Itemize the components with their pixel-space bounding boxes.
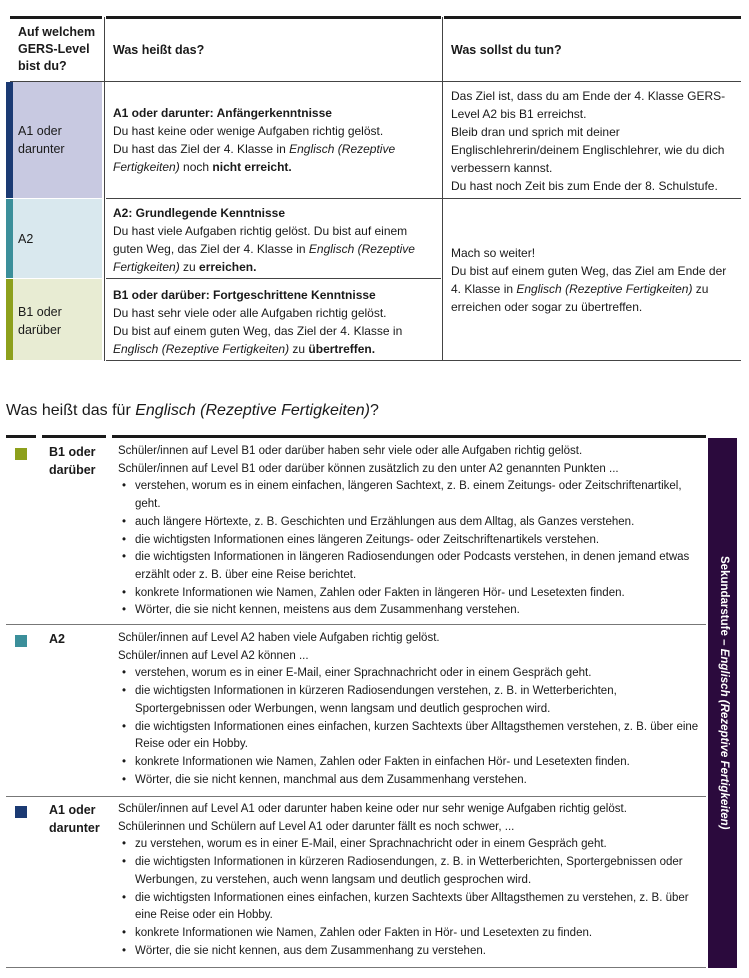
list-item: • Wörter, die sie nicht kennen, manchmal aus dem Zusammenhang verstehen. [118, 772, 703, 790]
meaning-a1-line1: Du hast keine oder wenige Aufgaben richtig gelöst. [113, 124, 384, 138]
list-item: • die wichtigsten Informationen eines einfachen, kurzen Sachtexts über Alltagsthemen zu verstehen, z. B. über eine Reise oder ein Hobby. [118, 890, 703, 925]
detail-a1-intro1: Schüler/innen auf Level A1 oder darunter haben keine oder nur sehr wenige Aufgaben richtig gelöst. [118, 803, 627, 815]
list-item: • konkrete Informationen wie Namen, Zahlen oder Fakten in einfachen Hör- und Lesetexten finden. [118, 754, 703, 772]
detail-a2-intro1: Schüler/innen auf Level A2 haben viele Aufgaben richtig gelöst. [118, 632, 440, 644]
meaning-b1-line1: Du hast sehr viele oder alle Aufgaben richtig gelöst. [113, 306, 387, 320]
detail-b1-list [118, 478, 703, 620]
list-item: • verstehen, worum es in einer E-Mail, einer Sprachnachricht oder in einem Gespräch geht. [118, 665, 703, 683]
list-item: • konkrete Informationen wie Namen, Zahlen oder Fakten in längeren Hör- und Lesetexten finden. [118, 585, 703, 603]
todo-a1-p3: Du hast noch Zeit bis zum Ende der 8. Schulstufe. [451, 179, 718, 193]
detail-level-b1: B1 oder darüber [49, 445, 96, 477]
todo-a1-p1: Das Ziel ist, dass du am Ende der 4. Klasse GERS-Level A2 bis B1 erreichst. [451, 89, 726, 121]
detail-b1-intro1: Schüler/innen auf Level B1 oder darüber haben sehr viele oder alle Aufgaben richtig gelöst. [118, 445, 583, 457]
level-label-b1: B1 oder darüber [18, 305, 62, 337]
todo-a2-b1-p1: Mach so weiter! [451, 246, 536, 260]
todo-a2-b1 [451, 244, 738, 316]
level-bar-a1 [6, 82, 13, 198]
list-item: • die wichtigsten Informationen eines einfachen, kurzen Sachtexts über Alltagsthemen verstehen, z. B. über eine Reise oder ein Hobby. [118, 719, 703, 754]
list-item: • die wichtigsten Informationen in kürzeren Radiosendungen, z. B. in Wetterberichten, Sportergebnissen oder Werbungen, zu verstehen, auch wenn langsam und deutlich gesprochen wird. [118, 854, 703, 889]
todo-a1 [451, 87, 738, 195]
detail-level-a1: A1 oder darunter [49, 803, 100, 835]
meaning-a2 [113, 204, 438, 276]
detail-text-a2 [118, 630, 703, 789]
meaning-b1-title: B1 oder darüber: Fortgeschrittene Kenntnisse [113, 288, 376, 302]
list-item: • Wörter, die sie nicht kennen, aus dem Zusammenhang zu verstehen. [118, 943, 703, 961]
list-item: • die wichtigsten Informationen in längeren Radiosendungen oder Podcasts verstehen, in denen jemand etwas erzählt oder z. B. über eine Reise berichtet. [118, 549, 703, 584]
header-meaning: Was heißt das? [113, 43, 205, 57]
detail-text-a1 [118, 801, 703, 960]
meaning-b1-line2: Du bist auf einem guten Weg, das Ziel der 4. Klasse in Englisch (Rezeptive Fertigkeiten) zu übertreffen. [113, 324, 403, 356]
detail-b1-intro2: Schüler/innen auf Level B1 oder darüber können zusätzlich zu den unter A2 genannten Punkten ... [118, 462, 619, 475]
detail-a2-list [118, 665, 703, 789]
list-item: • zu verstehen, worum es in einer E-Mail, einer Sprachnachricht oder in einem Gespräch geht. [118, 836, 703, 854]
meaning-a1 [113, 104, 438, 176]
meaning-a1-line2: Du hast das Ziel der 4. Klasse in Englisch (Rezeptive Fertigkeiten) noch nicht erreicht. [113, 142, 396, 174]
meaning-a2-title: A2: Grundlegende Kenntnisse [113, 206, 286, 220]
square-a2-icon [15, 635, 27, 647]
level-label-a2: A2 [18, 232, 34, 246]
detail-a1-list [118, 836, 703, 960]
meaning-a1-title: A1 oder darunter: Anfängerkenntnisse [113, 106, 332, 120]
detail-a2-intro2: Schüler/innen auf Level A2 können ... [118, 649, 309, 662]
detail-level-a2: A2 [49, 632, 65, 646]
detail-text-b1 [118, 443, 703, 620]
detail-a1-intro2: Schülerinnen und Schülern auf Level A1 oder darunter fällt es noch schwer, ... [118, 820, 515, 833]
square-a1-icon [15, 806, 27, 818]
todo-a1-p2: Bleib dran und sprich mit deiner Englischlehrerin/deinem Englischlehrer, wie du dich verbessern kannst. [451, 125, 725, 175]
list-item: • Wörter, die sie nicht kennen, meistens aus dem Zusammenhang verstehen. [118, 602, 703, 620]
header-todo: Was sollst du tun? [451, 43, 562, 57]
meaning-a2-line1: Du hast viele Aufgaben richtig gelöst. Du bist auf einem guten Weg, das Ziel der 4. Klasse in Englisch (Rezeptive Fertigkeiten) zu erreichen. [113, 224, 415, 274]
list-item: • auch längere Hörtexte, z. B. Geschichten und Erzählungen aus dem Alltag, als Ganzes verstehen. [118, 514, 703, 532]
level-label-a1: A1 oder darunter [18, 124, 65, 156]
list-item: • die wichtigsten Informationen in kürzeren Radiosendungen verstehen, z. B. in Wetterberichten, Sportergebnissen oder Werbungen, wenn langsam und deutlich gesprochen wird. [118, 683, 703, 718]
level-bar-b1 [6, 279, 13, 360]
list-item: • die wichtigsten Informationen eines längeren Zeitungs- oder Zeitschriftenartikels verstehen. [118, 532, 703, 550]
list-item: • konkrete Informationen wie Namen, Zahlen oder Fakten in Hör- und Lesetexten zu finden. [118, 925, 703, 943]
side-band [708, 438, 737, 968]
list-item: • verstehen, worum es in einem einfachen, längeren Sachtext, z. B. einem Zeitungs- oder Zeitschriftenartikel, geht. [118, 478, 703, 513]
header-level: Auf welchem GERS-Level bist du? [18, 25, 96, 73]
square-b1-icon [15, 448, 27, 460]
level-bar-a2 [6, 199, 13, 278]
section-title: Was heißt das für Englisch (Rezeptive Fertigkeiten)? [6, 402, 379, 419]
todo-a2-b1-p2: Du bist auf einem guten Weg, das Ziel am Ende der 4. Klasse in Englisch (Rezeptive Fertigkeiten) zu erreichen oder sogar zu übertreffen. [451, 264, 727, 314]
side-label: Sekundarstufe – Englisch (Rezeptive Fertigkeiten) [718, 556, 730, 830]
meaning-b1 [113, 286, 438, 358]
